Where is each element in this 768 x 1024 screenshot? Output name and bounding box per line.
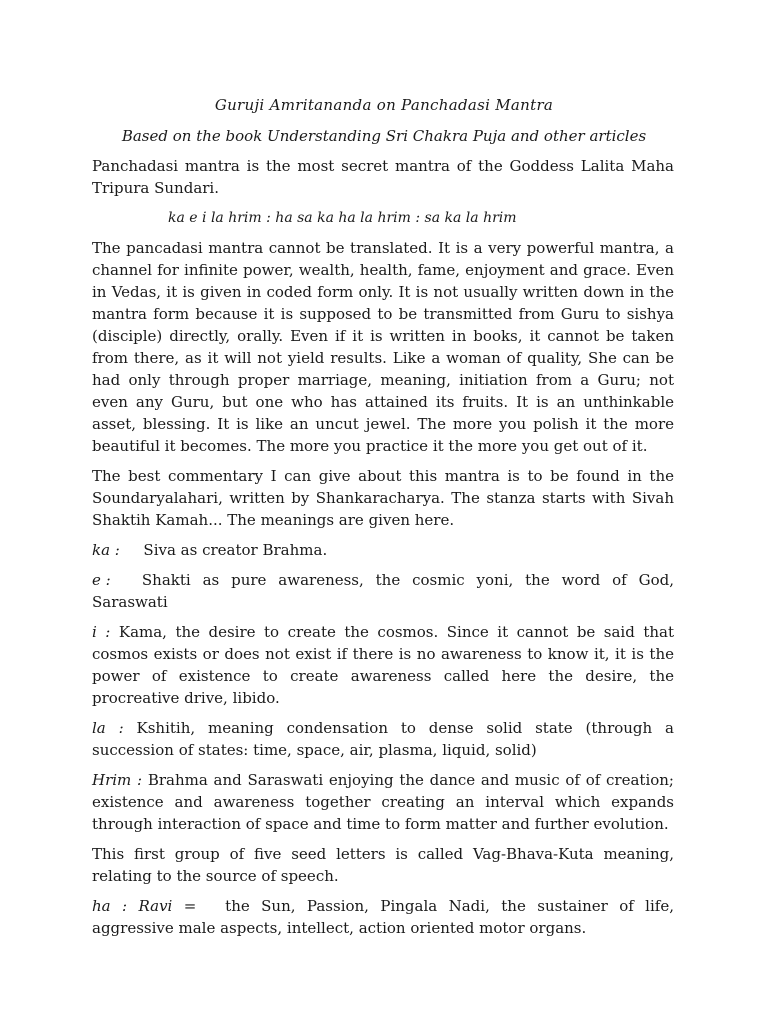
definition-term: ha : Ravi = — [92, 897, 197, 915]
document-title: Guruji Amritananda on Panchadasi Mantra — [214, 96, 554, 114]
definition-term: ka : — [92, 541, 120, 559]
definition-ha — [92, 895, 674, 939]
document-body — [92, 155, 674, 947]
intro-paragraph: Panchadasi mantra is the most secret mantra of the Goddess Lalita Maha Tripura Sundari. — [92, 157, 674, 197]
definition-text: Kshitih, meaning condensation to dense solid state (through a succession of states: time, space, air, plasma, liquid, solid) — [92, 719, 674, 759]
definition-i — [92, 621, 674, 709]
vag-bhava-paragraph: This first group of five seed letters is called Vag-Bhava-Kuta meaning, relating to the source of speech. — [92, 845, 674, 885]
commentary-paragraph: The best commentary I can give about this mantra is to be found in the Soundaryalahari, written by Shankaracharya. The stanza starts with Sivah Shaktih Kamah... The meanings are given here. — [92, 467, 674, 529]
definition-la — [92, 717, 674, 761]
mantra-line: ka e i la hrim : ha sa ka ha la hrim : sa ka la hrim — [168, 210, 517, 226]
definition-text: Shakti as pure awareness, the cosmic yoni, the word of God, Saraswati — [92, 571, 674, 611]
definition-term: Hrim : — [92, 771, 143, 789]
definition-term: i : — [92, 623, 111, 641]
definition-ka — [92, 539, 674, 561]
definition-term: la : — [92, 719, 124, 737]
untranslatable-paragraph: The pancadasi mantra cannot be translated. It is a very powerful mantra, a channel for infinite power, wealth, health, fame, enjoyment and grace. Even in Vedas, it is given in coded form only. It is not usually written down in the mantra form because it is supposed to be transmitted from Guru to sishya (disciple) directly, orally. Even if it is written in books, it cannot be taken from there, as it will not yield results. Like a woman of quality, She can be had only through proper marriage, meaning, initiation from a Guru; not even any Guru, but one who has attained its fruits. It is an unthinkable asset, blessing. It is like an uncut jewel. The more you polish it the more beautiful it becomes. The more you practice it the more you get out of it. — [92, 239, 674, 455]
document-subtitle: Based on the book Understanding Sri Chakra Puja and other articles — [121, 127, 647, 145]
definition-text: Brahma and Saraswati enjoying the dance and music of of creation; existence and awareness together creating an interval which expands through interaction of space and time to form matter and further evolution. — [92, 771, 674, 833]
definition-hrim — [92, 769, 674, 835]
definition-term: e : — [92, 571, 111, 589]
definition-text: Siva as creator Brahma. — [143, 541, 328, 559]
definition-e — [92, 569, 674, 613]
definition-text: the Sun, Passion, Pingala Nadi, the sustainer of life, aggressive male aspects, intellect, action oriented motor organs. — [92, 897, 674, 937]
definition-text: Kama, the desire to create the cosmos. Since it cannot be said that cosmos exists or does not exist if there is no awareness to know it, it is the power of existence to create awareness called here the desire, the procreative drive, libido. — [92, 623, 674, 707]
